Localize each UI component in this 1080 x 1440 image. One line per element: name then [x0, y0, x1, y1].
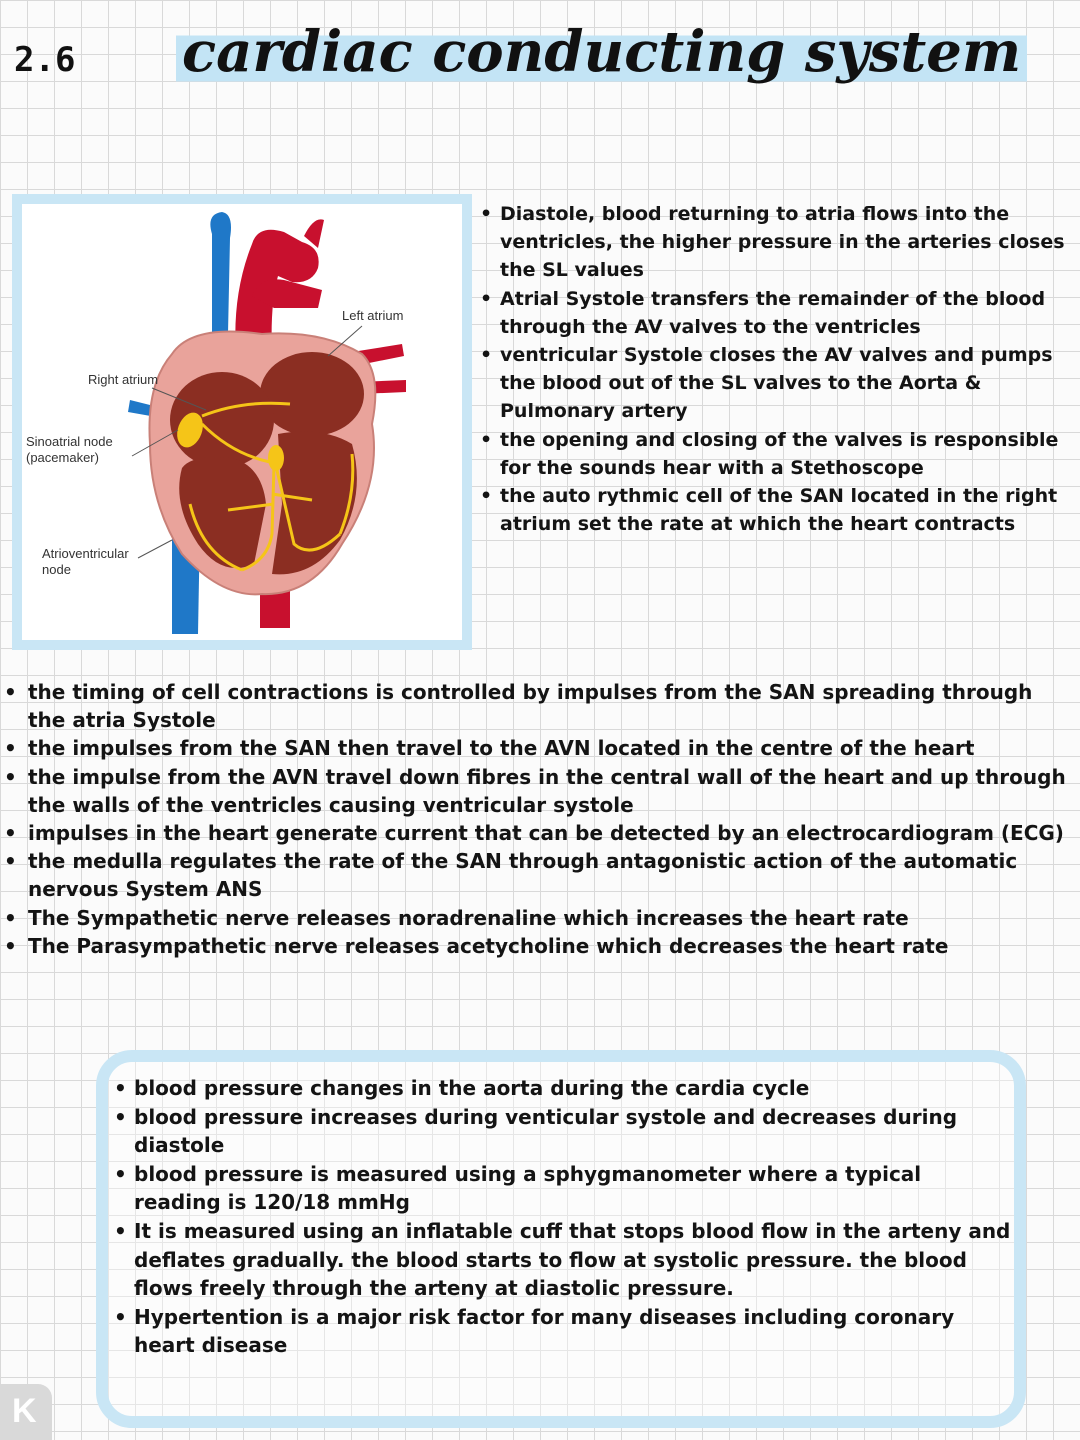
label-atrioventricular-node-sub: node — [42, 562, 71, 577]
note-item: • blood pressure is measured using a sphygmanometer where a typical reading is 120/18 mmHg — [112, 1160, 1012, 1217]
label-left-atrium: Left atrium — [342, 308, 404, 323]
note-item: • the auto rythmic cell of the SAN located in the right atrium set the rate at which the heart contracts — [478, 482, 1076, 538]
note-item: • the impulse from the AVN travel down fibres in the central wall of the heart and up through the walls of the ventricles causing ventricular systole — [2, 763, 1076, 819]
vena-cava — [210, 212, 231, 334]
note-item: • the timing of cell contractions is controlled by impulses from the SAN spreading through the atria Systole — [2, 678, 1076, 734]
conduction-notes — [2, 678, 1076, 960]
note-item: • blood pressure changes in the aorta during the cardia cycle — [112, 1074, 1012, 1103]
label-right-atrium: Right atrium — [88, 372, 159, 387]
note-item: • blood pressure increases during venticular systole and decreases during diastole — [112, 1103, 1012, 1160]
note-item: • the medulla regulates the rate of the SAN through antagonistic action of the automatic nervous System ANS — [2, 847, 1076, 903]
note-item: • Diastole, blood returning to atria flows into the ventricles, the higher pressure in the arteries closes the SL values — [478, 200, 1076, 285]
heart-diagram — [12, 194, 472, 650]
left-atrium-chamber — [260, 352, 364, 436]
note-item: • the opening and closing of the valves is responsible for the sounds hear with a Stethoscope — [478, 426, 1076, 482]
logo-letter: K — [12, 1392, 37, 1430]
note-item: • The Parasympathetic nerve releases acetycholine which decreases the heart rate — [2, 932, 1076, 960]
label-atrioventricular-node: Atrioventricular — [42, 546, 129, 561]
atrioventricular-node-shape — [268, 445, 284, 471]
heart-illustration — [22, 204, 462, 640]
note-item: • Hypertention is a major risk factor for many diseases including coronary heart disease — [112, 1303, 1012, 1360]
note-item: • impulses in the heart generate current that can be detected by an electrocardiogram (ECG) — [2, 819, 1076, 847]
note-item: • It is measured using an inflatable cuff that stops blood flow in the arteny and deflates gradually. the blood starts to flow at systolic pressure. the blood flows freely through the arteny at diastolic pressure. — [112, 1217, 1012, 1303]
blood-pressure-notes — [112, 1074, 1012, 1360]
cardiac-cycle-notes — [478, 200, 1076, 538]
page-title-text: cardiac conducting system — [176, 19, 1027, 85]
aorta-branch — [304, 219, 324, 248]
app-logo — [0, 1384, 52, 1440]
label-sinoatrial-node-sub: (pacemaker) — [26, 450, 99, 465]
note-item: • ventricular Systole closes the AV valves and pumps the blood out of the SL valves to the Aorta & Pulmonary artery — [478, 341, 1076, 426]
page-title — [176, 19, 1056, 85]
note-item: • the impulses from the SAN then travel to the AVN located in the centre of the heart — [2, 734, 1076, 762]
label-sinoatrial-node: Sinoatrial node — [26, 434, 113, 449]
note-item: • Atrial Systole transfers the remainder of the blood through the AV valves to the ventricles — [478, 285, 1076, 341]
section-number: 2.6 — [14, 40, 76, 80]
note-item: • The Sympathetic nerve releases noradrenaline which increases the heart rate — [2, 904, 1076, 932]
